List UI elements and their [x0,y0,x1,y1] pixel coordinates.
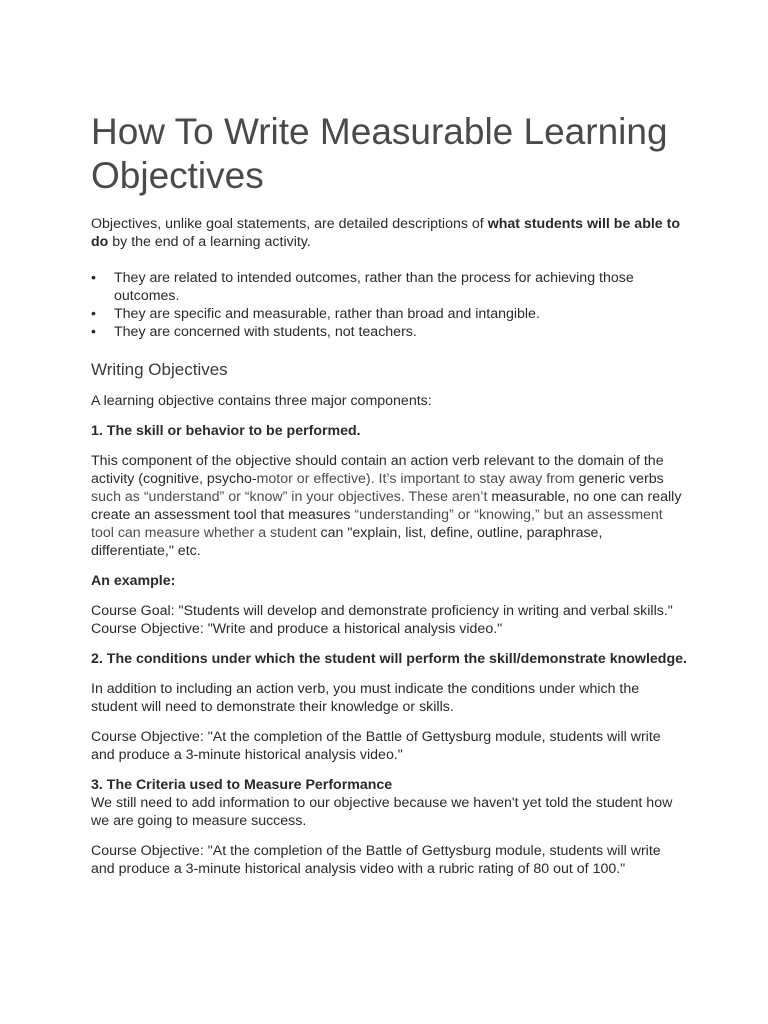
component3-body: We still need to add information to our objective because we haven't yet told the student how we are going to measure success. [91,795,673,829]
list-item-text: They are related to intended outcomes, rather than the process for achieving those outcomes. [114,270,634,304]
intro-paragraph [91,215,688,251]
intro-text-end: by the end of a learning activity. [108,234,311,250]
example-block [91,602,688,638]
bullet-icon: • [91,306,96,322]
example-heading: An example: [91,573,176,589]
component1-body-part: motor or effective). It’s important to stay away from [256,471,579,487]
characteristics-list [91,269,688,341]
component1-heading: 1. The skill or behavior to be performed. [91,423,361,439]
components-intro: A learning objective contains three major components: [91,393,432,409]
list-item [91,269,688,305]
component3-heading: 3. The Criteria used to Measure Performance [91,777,393,793]
component2-heading: 2. The conditions under which the student will perform the skill/demonstrate knowledge. [91,651,687,667]
page-title: How To Write Measurable Learning Objectives [91,111,668,196]
list-item [91,323,688,341]
intro-text-start: Objectives, unlike goal statements, are detailed descriptions of [91,216,488,232]
component1-body-part: such as “understand” or “know” in your objectives. These aren’t [91,489,492,505]
component1-body-part: measurable, no one can really create an assessment tool that measures [91,489,682,523]
component1-body-part: “understanding” or “knowing,” but an assessment tool can measure whether a student [91,507,663,541]
intro-bold-text: what students will be able to do [91,216,681,250]
example-course-goal: Course Goal: "Students will develop and demonstrate proficiency in writing and verbal skills." [91,603,673,619]
list-item-text: They are specific and measurable, rather than broad and intangible. [114,306,540,322]
section-heading: Writing Objectives [91,360,228,379]
list-item [91,305,688,323]
component2-objective: Course Objective: "At the completion of the Battle of Gettysburg module, students will write and produce a 3-minute historical analysis video." [91,729,661,763]
example-course-objective: Course Objective: "Write and produce a historical analysis video." [91,621,503,637]
component1-body-part: generic verbs [578,471,664,487]
component3-objective: Course Objective: "At the completion of the Battle of Gettysburg module, students will write and produce a 3-minute historical analysis video with a rubric rating of 80 out of 100." [91,843,661,877]
component1-body [91,452,688,560]
list-item-text: They are concerned with students, not teachers. [114,324,417,340]
component2-body: In addition to including an action verb, you must indicate the conditions under which the student will need to demonstrate their knowledge or skills. [91,681,640,715]
bullet-icon: • [91,324,96,340]
component1-body-part: This component of the objective should contain an action verb relevant to the domain of the activity (cognitive, psycho- [91,453,664,487]
component1-body-part: can "explain, list, define, outline, paraphrase, differentiate," etc. [91,525,603,559]
bullet-icon: • [91,270,96,286]
